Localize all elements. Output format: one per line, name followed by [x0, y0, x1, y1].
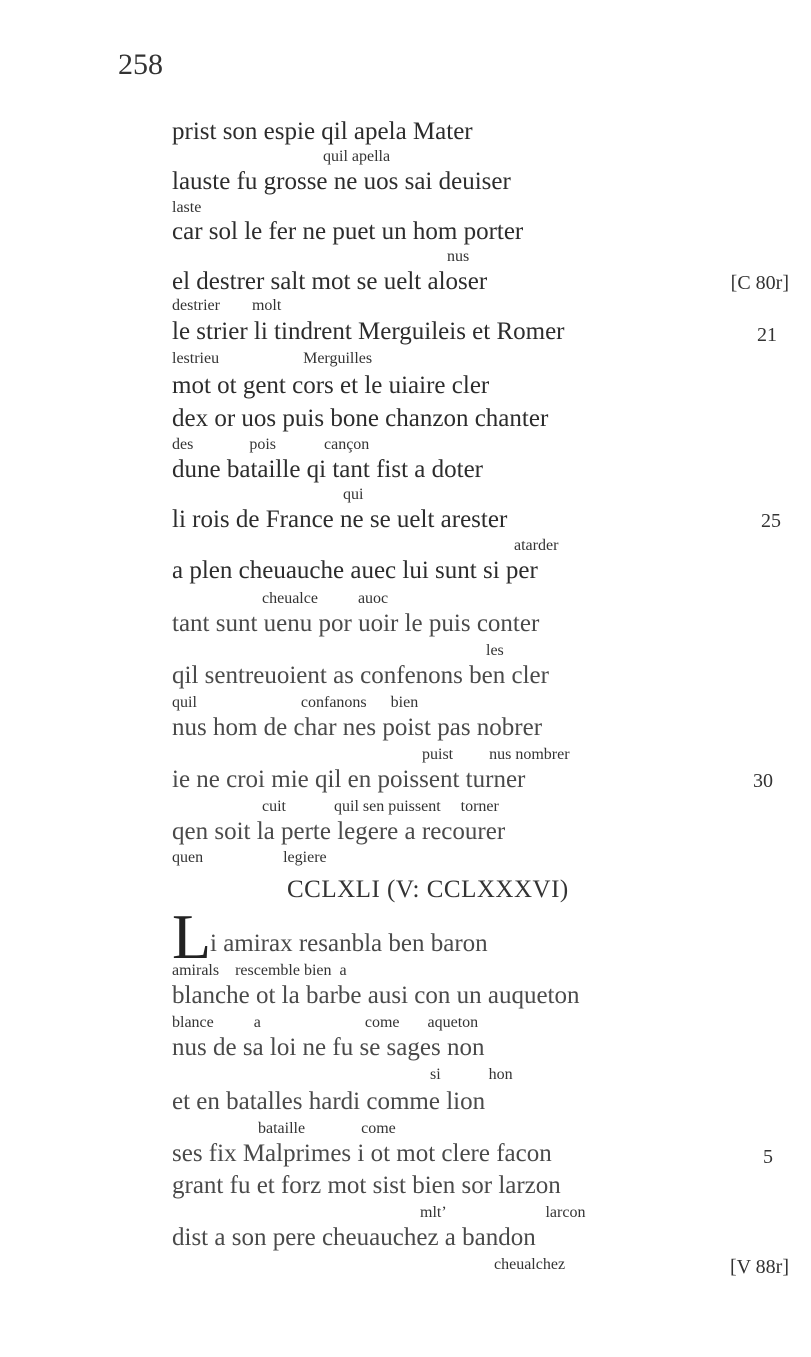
verse-line: car sol le fer ne puet un hom porter: [172, 218, 524, 245]
verse-line: lauste fu grosse ne uos sai deuiser: [172, 168, 511, 195]
variant-gloss: cuit quil sen puissent torner: [262, 798, 499, 815]
variant-gloss: mlt’ larcon: [420, 1204, 586, 1221]
verse-line: tant sunt uenu por uoir le puis conter: [172, 610, 540, 637]
variant-gloss: destrier molt: [172, 297, 282, 314]
section-heading: CCLXLI (V: CCLXXXVI): [287, 876, 569, 903]
variant-gloss: blance a come aqueton: [172, 1014, 479, 1031]
verse-line: qil sentreuoient as confenons ben cler: [172, 662, 549, 689]
verse-line: qen soit la perte legere a recourer: [172, 818, 506, 845]
manuscript-folio-reference: [C 80r]: [730, 272, 789, 294]
line-number: 30: [753, 770, 773, 792]
variant-gloss: quil confanons bien: [172, 694, 419, 711]
variant-gloss: quen legiere: [172, 849, 327, 866]
variant-gloss: les: [486, 642, 504, 659]
verse-line: le strier li tindrent Merguileis et Romer: [172, 318, 565, 345]
drop-cap: L: [172, 901, 212, 972]
variant-gloss: lestrieu Merguilles: [172, 350, 373, 367]
verse-line: grant fu et forz mot sist bien sor larzon: [172, 1172, 561, 1199]
line-number: 21: [757, 324, 777, 346]
verse-line: et en batalles hardi comme lion: [172, 1088, 486, 1115]
verse-line: ie ne croi mie qil en poissent turner: [172, 766, 526, 793]
line-number: 25: [761, 510, 781, 532]
verse-line: prist son espie qil apela Mater: [172, 118, 473, 145]
verse-line: li rois de France ne se uelt arester: [172, 506, 508, 533]
variant-gloss: quil apella: [323, 148, 391, 165]
page-number: 258: [118, 48, 163, 81]
variant-gloss: nus: [447, 248, 470, 265]
verse-line: nus hom de char nes poist pas nobrer: [172, 714, 543, 741]
verse-line: a plen cheuauche auec lui sunt si per: [172, 557, 538, 584]
verse-line: nus de sa loi ne fu se sages non: [172, 1034, 485, 1061]
variant-gloss: atarder: [514, 537, 559, 554]
variant-gloss: laste: [172, 199, 202, 216]
verse-line: dex or uos puis bone chanzon chanter: [172, 405, 549, 432]
verse-line: dune bataille qi tant fist a doter: [172, 456, 484, 483]
variant-gloss: amirals rescemble bien a: [172, 962, 347, 979]
verse-line: i amirax resanbla ben baron: [210, 930, 488, 957]
variant-gloss: puist nus nombrer: [422, 746, 570, 763]
verse-line: mot ot gent cors et le uiaire cler: [172, 372, 490, 399]
variant-gloss: qui: [343, 486, 364, 503]
variant-gloss: des pois cançon: [172, 436, 370, 453]
variant-gloss: bataille come: [258, 1120, 396, 1137]
manuscript-folio-reference: [V 88r]: [729, 1256, 789, 1278]
verse-line: el destrer salt mot se uelt aloser: [172, 268, 488, 295]
variant-gloss: si hon: [430, 1066, 513, 1083]
variant-gloss: cheualchez: [494, 1256, 566, 1273]
variant-gloss: cheualce auoc: [262, 590, 389, 607]
verse-line: dist a son pere cheuauchez a bandon: [172, 1224, 536, 1251]
line-number: 5: [763, 1146, 773, 1168]
verse-line: ses fix Malprimes i ot mot clere facon: [172, 1140, 552, 1167]
verse-line: blanche ot la barbe ausi con un auqueton: [172, 982, 580, 1009]
